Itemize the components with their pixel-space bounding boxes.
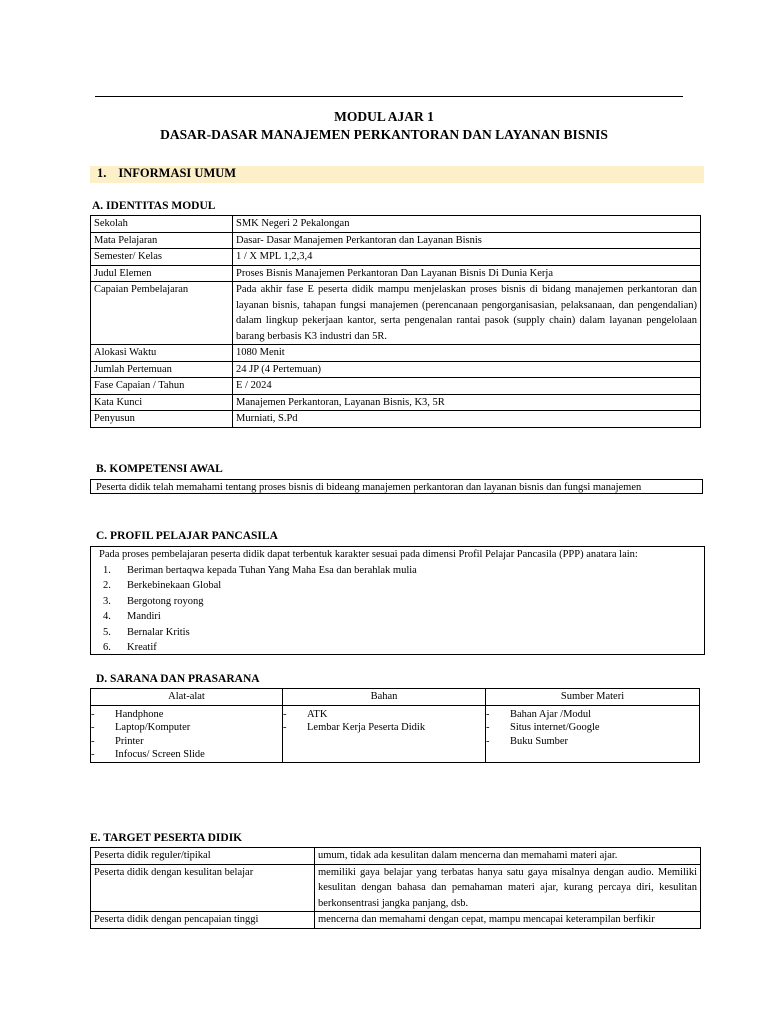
identitas-table	[90, 215, 701, 428]
sarana-heading: D. SARANA DAN PRASARANA	[96, 673, 260, 685]
dash-bullet: -	[486, 708, 490, 720]
row-label: Peserta didik reguler/tipikal	[91, 848, 315, 865]
list-text: Situs internet/Google	[510, 722, 600, 733]
list-item	[91, 735, 282, 749]
list-number: 3.	[103, 595, 111, 607]
row-label: Semester/ Kelas	[91, 249, 233, 266]
row-value: Proses Bisnis Manajemen Perkantoran Dan Layanan Bisnis Di Dunia Kerja	[233, 265, 701, 282]
row-label: Judul Elemen	[91, 265, 233, 282]
table-row	[91, 411, 701, 428]
row-label: Capaian Pembelajaran	[91, 282, 233, 345]
row-label: Fase Capaian / Tahun	[91, 378, 233, 395]
profil-box	[90, 546, 705, 655]
list-item	[99, 625, 704, 641]
list-text: Handphone	[115, 708, 164, 720]
list-item	[99, 609, 704, 625]
list-text: Beriman bertaqwa kepada Tuhan Yang Maha Esa dan berahlak mulia	[127, 564, 417, 576]
list-text: Buku Sumber	[510, 735, 569, 747]
list-text: Laptop/Komputer	[115, 722, 191, 733]
table-row	[91, 864, 701, 912]
row-value: umum, tidak ada kesulitan dalam mencerna dan memahami materi ajar.	[315, 848, 701, 865]
table-row	[91, 912, 701, 929]
list-text: Infocus/ Screen Slide	[115, 749, 205, 760]
row-value: Manajemen Perkantoran, Layanan Bisnis, K3, 5R	[233, 394, 701, 411]
table-row	[91, 216, 701, 233]
profil-list	[99, 563, 704, 656]
list-text: Bernalar Kritis	[127, 626, 190, 638]
profil-heading: C. PROFIL PELAJAR PANCASILA	[96, 530, 278, 542]
sumber-list	[486, 708, 699, 749]
dash-bullet: -	[91, 735, 95, 747]
list-number: 5.	[103, 626, 111, 638]
row-value: 1080 Menit	[233, 345, 701, 362]
kompetensi-box	[90, 479, 703, 494]
dash-bullet: -	[91, 708, 95, 720]
table-row	[91, 249, 701, 266]
list-text: Bahan Ajar /Modul	[510, 708, 592, 720]
section-number: 1.	[97, 166, 107, 180]
table-row	[91, 394, 701, 411]
row-value: Dasar- Dasar Manajemen Perkantoran dan Layanan Bisnis	[233, 232, 701, 249]
row-label: Peserta didik dengan kesulitan belajar	[91, 864, 315, 912]
module-subtitle: DASAR-DASAR MANAJEMEN PERKANTORAN DAN LAYANAN BISNIS	[160, 127, 608, 142]
target-heading: E. TARGET PESERTA DIDIK	[90, 832, 243, 844]
list-text: Kreatif	[127, 642, 157, 653]
dash-bullet: -	[486, 735, 490, 747]
row-label: Kata Kunci	[91, 394, 233, 411]
profil-intro: Pada proses pembelajaran peserta didik dapat terbentuk karakter sesuai pada dimensi Profil Pelajar Pancasila (PPP) anatara lain:	[99, 549, 638, 560]
row-value: mencerna dan memahami dengan cepat, mampu mencapai keterampilan berfikir	[315, 912, 701, 929]
list-item	[283, 708, 485, 722]
table-row	[91, 265, 701, 282]
list-number: 4.	[103, 611, 111, 622]
section-1-heading	[97, 166, 236, 181]
table-row	[91, 282, 701, 345]
row-value: memiliki gaya belajar yang terbatas hanya satu gaya misalnya dengan audio. Memiliki kesulitan dengan bahasa dan pemahaman materi ajar, kurang percaya diri, kesulitan berkonsentrasi jangka panjang, dsb.	[315, 864, 701, 912]
list-item	[99, 640, 704, 656]
list-number: 2.	[103, 580, 111, 591]
row-label: Peserta didik dengan pencapaian tinggi	[91, 912, 315, 929]
table-row	[91, 361, 701, 378]
list-text: Printer	[115, 735, 144, 747]
list-number: 6.	[103, 642, 111, 653]
row-label: Mata Pelajaran	[91, 232, 233, 249]
row-value: E / 2024	[233, 378, 701, 395]
list-number: 1.	[103, 564, 111, 576]
section-title: INFORMASI UMUM	[118, 166, 237, 180]
table-row	[91, 232, 701, 249]
list-item	[486, 721, 699, 735]
dash-bullet: -	[283, 708, 287, 720]
table-row	[91, 848, 701, 865]
row-value: 1 / X MPL 1,2,3,4	[233, 249, 701, 266]
kompetensi-text: Peserta didik telah memahami tentang proses bisnis di bideang manajemen perkantoran dan layanan bisnis dan fungsi manajemen	[96, 482, 642, 493]
row-value: Pada akhir fase E peserta didik mampu menjelaskan proses bisnis di bidang manajemen perkantoran dan layanan bisnis, tahapan fungsi manajemen (perencanaan pengorganisasian, pelaksanaan, dan pengendalian) dalam lingkup pekerjaan kantor, serta pengenalan rantai pasok (supply chain) dalam layanan pengelolaan barang berbasis K3 industri dan 5R.	[233, 282, 701, 345]
list-text: ATK	[307, 708, 328, 720]
list-item	[486, 735, 699, 749]
row-label: Alokasi Waktu	[91, 345, 233, 362]
col-header-bahan: Bahan	[283, 689, 486, 706]
identitas-heading: A. IDENTITAS MODUL	[92, 200, 216, 212]
list-text: Lembar Kerja Peserta Didik	[307, 722, 426, 733]
row-label: Sekolah	[91, 216, 233, 233]
list-text: Bergotong royong	[127, 595, 204, 607]
top-rule	[95, 96, 683, 97]
bahan-list	[283, 708, 485, 735]
list-text: Berkebinekaan Global	[127, 580, 222, 591]
dash-bullet: -	[91, 722, 95, 733]
row-value: Murniati, S.Pd	[233, 411, 701, 428]
table-row	[91, 378, 701, 395]
dash-bullet: -	[283, 722, 287, 733]
list-item	[283, 721, 485, 735]
list-text: Mandiri	[127, 611, 161, 622]
alat-list	[91, 708, 282, 762]
list-item	[99, 594, 704, 610]
list-item	[99, 578, 704, 594]
col-header-alat: Alat-alat	[91, 689, 283, 706]
table-row	[91, 345, 701, 362]
list-item	[91, 721, 282, 735]
target-table	[90, 847, 701, 929]
row-label: Jumlah Pertemuan	[91, 361, 233, 378]
row-value: SMK Negeri 2 Pekalongan	[233, 216, 701, 233]
list-item	[486, 708, 699, 722]
row-label: Penyusun	[91, 411, 233, 428]
list-item	[91, 708, 282, 722]
row-value: 24 JP (4 Pertemuan)	[233, 361, 701, 378]
dash-bullet: -	[91, 749, 95, 760]
kompetensi-heading: B. KOMPETENSI AWAL	[96, 463, 223, 475]
sarana-table	[90, 688, 700, 763]
list-item	[99, 563, 704, 579]
module-title: MODUL AJAR 1	[334, 109, 434, 124]
col-header-sumber: Sumber Materi	[486, 689, 700, 706]
list-item	[91, 748, 282, 762]
dash-bullet: -	[486, 722, 490, 733]
